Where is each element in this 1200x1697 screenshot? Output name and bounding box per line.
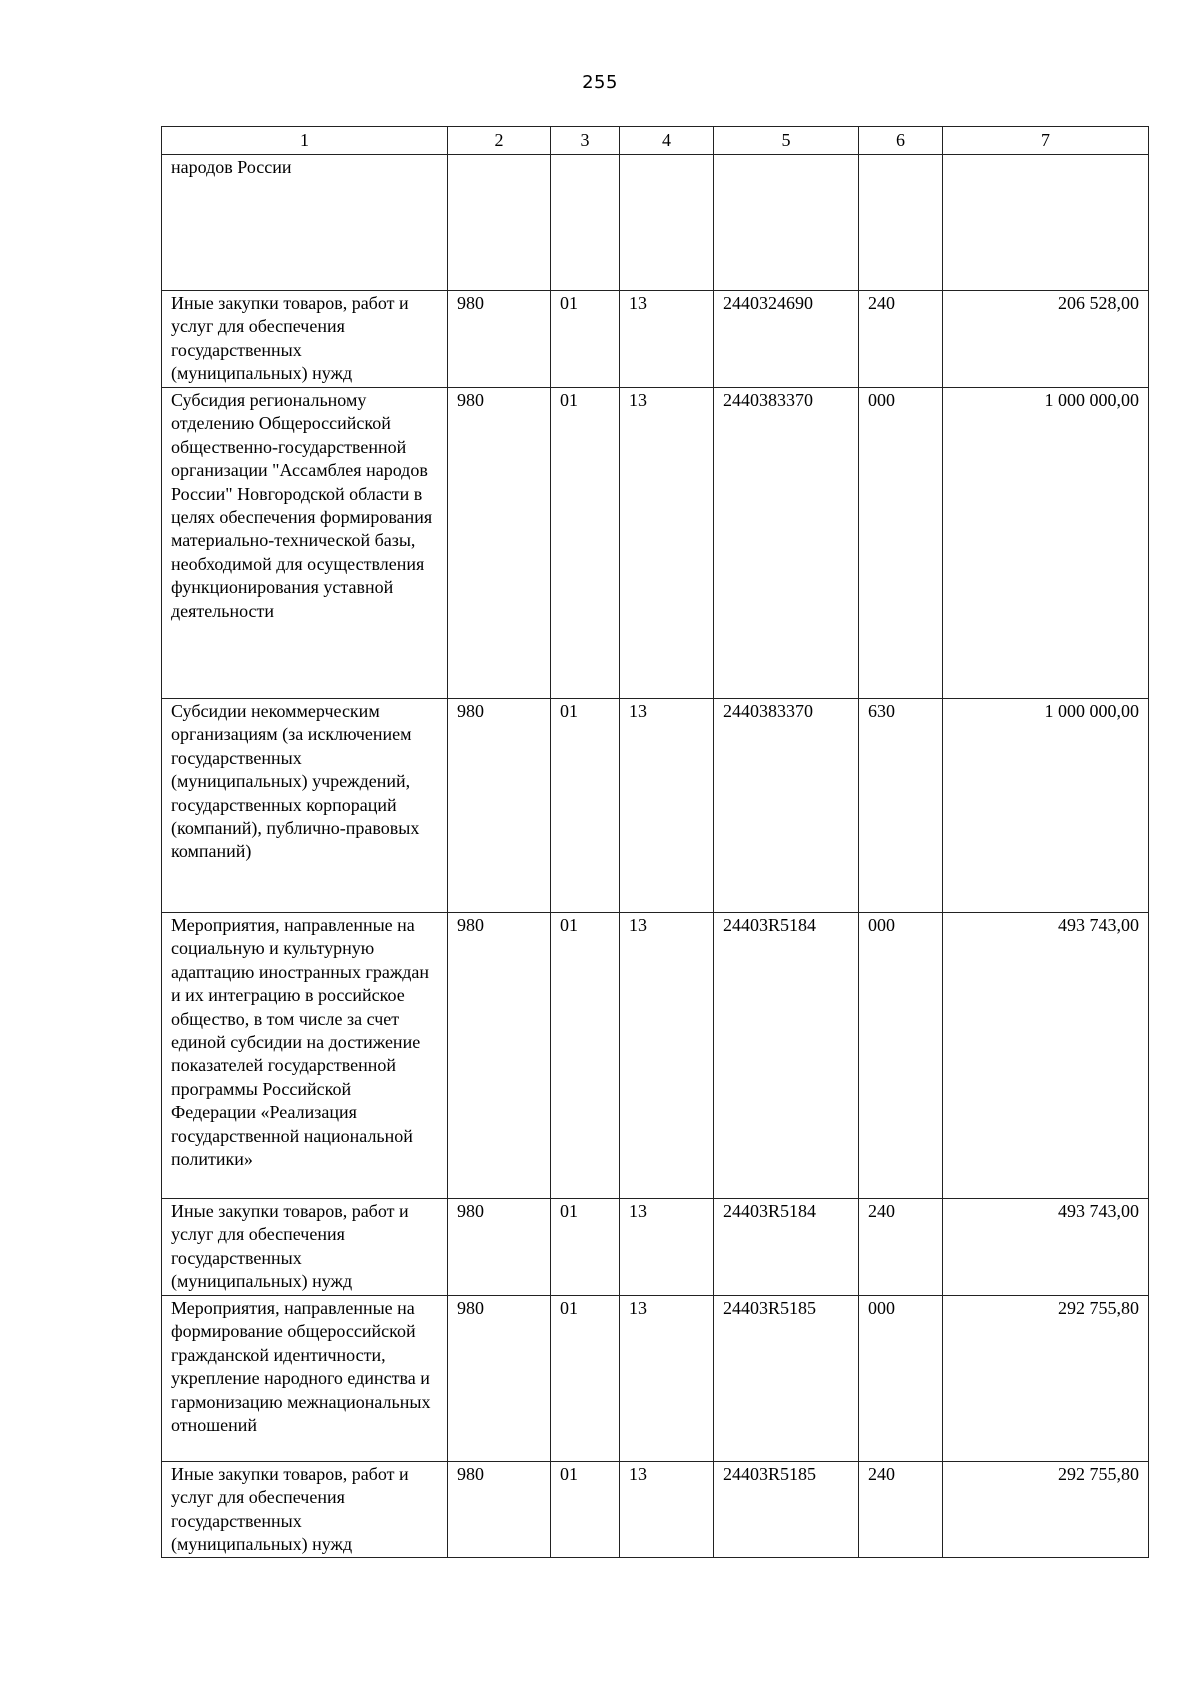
ministry-code-cell: 980 xyxy=(448,1296,551,1462)
section-code-cell: 01 xyxy=(551,1199,620,1296)
table-row xyxy=(162,699,1149,913)
column-header: 6 xyxy=(859,127,943,155)
subsection-code-cell: 13 xyxy=(620,913,714,1199)
subsection-code-cell: 13 xyxy=(620,699,714,913)
ministry-code-cell: 980 xyxy=(448,699,551,913)
section-code-cell: 01 xyxy=(551,699,620,913)
table-header-row xyxy=(162,127,1149,155)
amount-cell: 493 743,00 xyxy=(943,913,1149,1199)
column-header: 7 xyxy=(943,127,1149,155)
ministry-code-cell: 980 xyxy=(448,913,551,1199)
row-name-cell: Мероприятия, направленные на социальную и культурную адаптацию иностранных граждан и их интеграцию в российское общество, в том числе за счет единой субсидии на достижение показателей государственной программы Российской Федерации «Реализация государственной национальной политики» xyxy=(162,913,448,1199)
expense-type-cell: 000 xyxy=(859,1296,943,1462)
amount-cell xyxy=(943,155,1149,291)
ministry-code-cell xyxy=(448,155,551,291)
page-number: 255 xyxy=(582,72,618,93)
subsection-code-cell xyxy=(620,155,714,291)
budget-table xyxy=(161,126,1149,1558)
column-header: 2 xyxy=(448,127,551,155)
table-row xyxy=(162,913,1149,1199)
ministry-code-cell: 980 xyxy=(448,1462,551,1558)
section-code-cell: 01 xyxy=(551,388,620,699)
ministry-code-cell: 980 xyxy=(448,1199,551,1296)
expense-type-cell: 630 xyxy=(859,699,943,913)
row-name-cell: Субсидии некоммерческим организациям (за исключением государственных (муниципальных) учреждений, государственных корпораций (компаний), публично-правовых компаний) xyxy=(162,699,448,913)
target-article-cell: 24403R5184 xyxy=(714,913,859,1199)
row-name-cell: народов России xyxy=(162,155,448,291)
target-article-cell: 24403R5184 xyxy=(714,1199,859,1296)
row-name-cell: Мероприятия, направленные на формирование общероссийской гражданской идентичности, укрепление народного единства и гармонизацию межнациональных отношений xyxy=(162,1296,448,1462)
row-name-cell: Субсидия региональному отделению Общероссийской общественно-государственной организации "Ассамблея народов России" Новгородской области в целях обеспечения формирования материально-технической базы, необходимой для осуществления функционирования уставной деятельности xyxy=(162,388,448,699)
row-name-cell: Иные закупки товаров, работ и услуг для обеспечения государственных (муниципальных) нужд xyxy=(162,1462,448,1558)
expense-type-cell: 240 xyxy=(859,1199,943,1296)
section-code-cell: 01 xyxy=(551,1462,620,1558)
table-row xyxy=(162,388,1149,699)
target-article-cell: 2440324690 xyxy=(714,291,859,388)
amount-cell: 292 755,80 xyxy=(943,1296,1149,1462)
column-header: 1 xyxy=(162,127,448,155)
target-article-cell: 24403R5185 xyxy=(714,1462,859,1558)
subsection-code-cell: 13 xyxy=(620,1199,714,1296)
amount-cell: 206 528,00 xyxy=(943,291,1149,388)
row-name-cell: Иные закупки товаров, работ и услуг для обеспечения государственных (муниципальных) нужд xyxy=(162,291,448,388)
target-article-cell: 2440383370 xyxy=(714,699,859,913)
row-name-cell: Иные закупки товаров, работ и услуг для обеспечения государственных (муниципальных) нужд xyxy=(162,1199,448,1296)
expense-type-cell xyxy=(859,155,943,291)
subsection-code-cell: 13 xyxy=(620,1296,714,1462)
section-code-cell: 01 xyxy=(551,1296,620,1462)
amount-cell: 1 000 000,00 xyxy=(943,388,1149,699)
column-header: 5 xyxy=(714,127,859,155)
ministry-code-cell: 980 xyxy=(448,291,551,388)
column-header: 4 xyxy=(620,127,714,155)
target-article-cell: 24403R5185 xyxy=(714,1296,859,1462)
subsection-code-cell: 13 xyxy=(620,388,714,699)
ministry-code-cell: 980 xyxy=(448,388,551,699)
column-header: 3 xyxy=(551,127,620,155)
expense-type-cell: 000 xyxy=(859,913,943,1199)
section-code-cell: 01 xyxy=(551,291,620,388)
target-article-cell xyxy=(714,155,859,291)
section-code-cell xyxy=(551,155,620,291)
subsection-code-cell: 13 xyxy=(620,291,714,388)
expense-type-cell: 240 xyxy=(859,1462,943,1558)
table-row xyxy=(162,1462,1149,1558)
table-row xyxy=(162,155,1149,291)
amount-cell: 1 000 000,00 xyxy=(943,699,1149,913)
target-article-cell: 2440383370 xyxy=(714,388,859,699)
subsection-code-cell: 13 xyxy=(620,1462,714,1558)
table-row xyxy=(162,1296,1149,1462)
expense-type-cell: 000 xyxy=(859,388,943,699)
section-code-cell: 01 xyxy=(551,913,620,1199)
expense-type-cell: 240 xyxy=(859,291,943,388)
amount-cell: 493 743,00 xyxy=(943,1199,1149,1296)
table-row xyxy=(162,1199,1149,1296)
amount-cell: 292 755,80 xyxy=(943,1462,1149,1558)
table-row xyxy=(162,291,1149,388)
